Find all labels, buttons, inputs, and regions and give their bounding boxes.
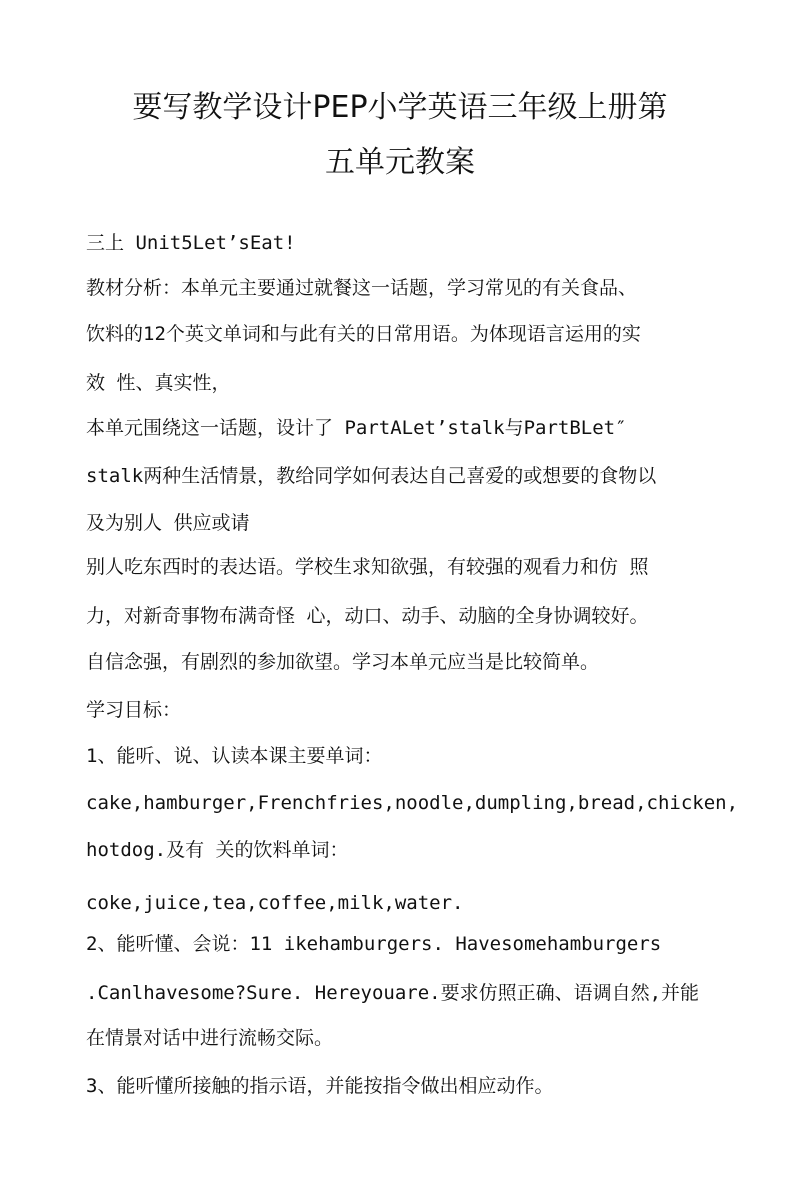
list-item-continuation: 在情景对话中进行流畅交际。	[86, 1027, 334, 1049]
paragraph-line: stalk两种生活情景，教给同学如何表达自己喜爱的或想要的食物以	[86, 465, 657, 487]
paragraph-line: 别人吃东西时的表达语。学校生求知欲强，有较强的观看力和仿 照	[86, 556, 649, 578]
document-title-line-1: 要写教学设计PEP小学英语三年级上册第	[132, 90, 668, 125]
section-heading: 学习目标：	[86, 699, 182, 721]
paragraph-line: 饮料的12个英文单词和与此有关的日常用语。为体现语言运用的实	[86, 323, 641, 345]
list-item-continuation: .Canlhavesome?Sure. Hereyouare.要求仿照正确、语调自然,并能	[86, 982, 700, 1004]
paragraph-line: 力，对新奇事物布满奇怪 心，动口、动手、动脑的全身协调较好。	[86, 605, 649, 627]
list-item: 2、能听懂、会说：11 ikehamburgers. Havesomehamburgers	[86, 933, 662, 955]
list-item: 1、能听、说、认读本课主要单词：	[86, 745, 383, 767]
paragraph-line: 效 性、真实性，	[86, 372, 231, 394]
list-item: 3、能听懂所接触的指示语，并能按指令做出相应动作。	[86, 1075, 554, 1097]
paragraph-line: 本单元围绕这一话题，设计了 PartALet’stalk与PartBLet″	[86, 417, 627, 439]
paragraph-line: 及为别人 供应或请	[86, 512, 250, 534]
document-title-line-2: 五单元教案	[325, 145, 475, 180]
list-item-continuation: cake,hamburger,Frenchfries,noodle,dumpling,bread,chicken,	[86, 792, 739, 814]
list-item-continuation: hotdog.及有 关的饮料单词：	[86, 839, 349, 861]
list-item-continuation: coke,juice,tea,coffee,milk,water.	[86, 892, 464, 914]
paragraph-line: 自信念强，有剧烈的参加欲望。学习本单元应当是比较简单。	[86, 651, 600, 673]
paragraph-line: 教材分析：本单元主要通过就餐这一话题，学习常见的有关食品、	[86, 277, 638, 299]
course-unit-heading: 三上 Unit5Let’sEat!	[86, 232, 296, 254]
